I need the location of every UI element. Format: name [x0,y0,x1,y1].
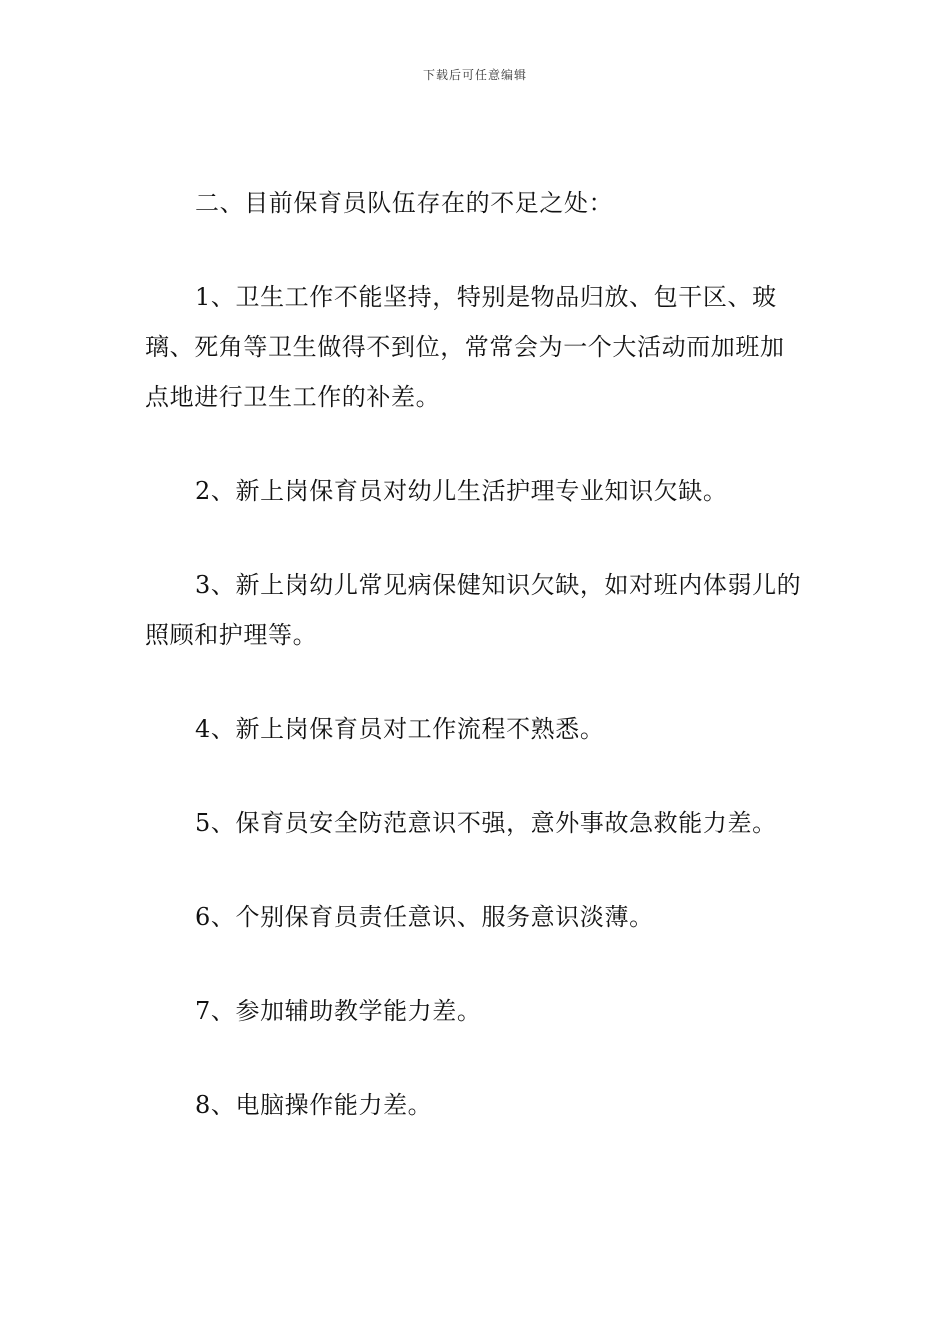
document-body [145,178,809,1130]
list-item-1: 1、卫生工作不能坚持，特别是物品归放、包干区、玻璃、死角等卫生做得不到位，常常会为一个大活动而加班加点地进行卫生工作的补差。 [145,283,785,411]
list-item-8: 8、电脑操作能力差。 [195,1091,433,1119]
list-item-2: 2、新上岗保育员对幼儿生活护理专业知识欠缺。 [195,477,728,505]
list-item-3: 3、新上岗幼儿常见病保健知识欠缺，如对班内体弱儿的照顾和护理等。 [145,571,802,649]
list-item-7: 7、参加辅助教学能力差。 [195,997,482,1025]
list-item-5: 5、保育员安全防范意识不强，意外事故急救能力差。 [195,809,777,837]
list-item-4: 4、新上岗保育员对工作流程不熟悉。 [195,715,605,743]
page-header-note: 下载后可任意编辑 [422,68,527,82]
list-item-6: 6、个别保育员责任意识、服务意识淡薄。 [195,903,654,931]
section-heading: 二、目前保育员队伍存在的不足之处： [195,189,614,217]
